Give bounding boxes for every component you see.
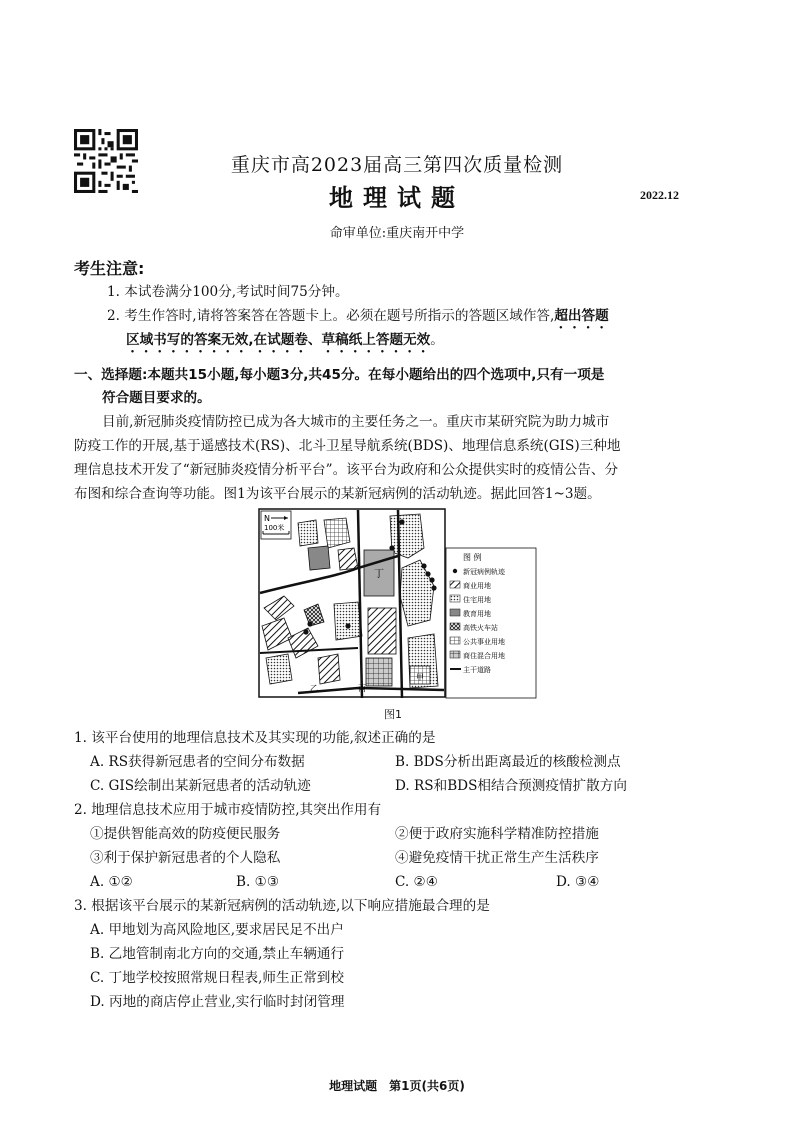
notice-item-2-text: 2. 考生作答时,请将答案答在答题卡上。必须在题号所指示的答题区域作答, — [107, 308, 555, 324]
exam-unit: 命审单位:重庆南开中学 — [329, 226, 465, 241]
figure-caption: 图1 — [384, 708, 402, 721]
legend-title: 图 例 — [463, 553, 482, 562]
label-bing: 丙 — [358, 684, 366, 693]
legend-item-label: 住宅用地 — [463, 596, 491, 604]
section-heading: 一、选择题:本题共15小题,每小题3分,共45分。在每小题给出的四个选项中,只有一项是 — [74, 367, 605, 383]
legend-item-label: 新冠病例轨迹 — [463, 568, 505, 576]
question-3-option-a: A. 甲地划为高风险地区,要求居民足不出户 — [90, 922, 344, 938]
exam-title: 地理试题 — [329, 183, 465, 212]
question-2-item-2: ②便于政府实施科学精准防控措施 — [395, 826, 599, 842]
notice-item-2-end: 。 — [430, 332, 444, 348]
notice-item-2-line2 — [126, 328, 444, 356]
legend-item-label: 商住混合用地 — [463, 652, 505, 660]
question-2-item-4: ④避免疫情干扰正常生产生活秩序 — [395, 850, 599, 866]
question-3-option-c: C. 丁地学校按照常规日程表,师生正常到校 — [90, 970, 344, 986]
notice-item-2-emphasis-2: 区域书写的答案无效,在试题卷、草稿纸上答题无效 — [126, 332, 431, 348]
label-yi: 乙 — [310, 684, 318, 693]
question-2-item-3: ③利于保护新冠患者的个人隐私 — [90, 850, 281, 866]
legend-item-label: 公共事业用地 — [463, 638, 505, 646]
question-2-option-a: A. ①② — [90, 874, 133, 890]
trajectory-map — [258, 508, 538, 703]
notice-item-2-emphasis: 超出答题 — [554, 308, 609, 324]
question-1-option-a: A. RS获得新冠患者的空间分布数据 — [90, 754, 305, 770]
passage-line: 布图和综合查询等功能。图1为该平台展示的某新冠病例的活动轨迹。据此回答1~3题。 — [74, 486, 601, 502]
legend-item-label: 商业用地 — [463, 582, 491, 590]
exam-date: 2022.12 — [640, 188, 679, 202]
question-2-item-1: ①提供智能高效的防疫便民服务 — [90, 826, 281, 842]
question-2-option-d: D. ③④ — [556, 874, 600, 890]
question-1-stem: 1. 该平台使用的地理信息技术及其实现的功能,叙述正确的是 — [74, 730, 436, 746]
question-1-option-d: D. RS和BDS相结合预测疫情扩散方向 — [395, 778, 627, 794]
legend-item-label: 主干道路 — [463, 666, 491, 674]
question-3-option-b: B. 乙地管制南北方向的交通,禁止车辆通行 — [90, 946, 345, 962]
label-ding: 丁 — [374, 569, 384, 580]
question-2-stem: 2. 地理信息技术应用于城市疫情防控,其突出作用有 — [74, 802, 382, 818]
label-jia: 甲 — [416, 673, 424, 682]
north-label: N — [264, 514, 270, 523]
question-2-option-c: C. ②④ — [395, 874, 438, 890]
page-footer: 地理试题 第1页(共6页) — [329, 1079, 465, 1093]
scale-label: 100米 — [264, 524, 285, 532]
notice-title: 考生注意: — [74, 259, 145, 278]
question-2-option-b: B. ①③ — [236, 874, 280, 890]
legend-item-label: 高铁火车站 — [463, 624, 498, 632]
question-3-option-d: D. 丙地的商店停止营业,实行临时封闭管理 — [90, 994, 345, 1010]
notice-item-1: 1. 本试卷满分100分,考试时间75分钟。 — [107, 284, 349, 300]
question-1-option-c: C. GIS绘制出某新冠患者的活动轨迹 — [90, 778, 311, 794]
passage-line: 防疫工作的开展,基于遥感技术(RS)、北斗卫星导航系统(BDS)、地理信息系统(GIS)三种地 — [74, 438, 621, 454]
exam-title-line1: 重庆市高2023届高三第四次质量检测 — [230, 154, 564, 176]
question-1-option-b: B. BDS分析出距离最近的核酸检测点 — [395, 754, 621, 770]
legend-item-label: 教育用地 — [463, 610, 491, 618]
passage-line: 理信息技术开发了“新冠肺炎疫情分析平台”。该平台为政府和公众提供实时的疫情公告、分 — [74, 462, 619, 478]
section-heading-2: 符合题目要求的。 — [102, 390, 211, 406]
question-3-stem: 3. 根据该平台展示的某新冠病例的活动轨迹,以下响应措施最合理的是 — [74, 898, 490, 914]
passage-line: 目前,新冠肺炎疫情防控已成为各大城市的主要任务之一。重庆市某研究院为助力城市 — [102, 414, 610, 430]
